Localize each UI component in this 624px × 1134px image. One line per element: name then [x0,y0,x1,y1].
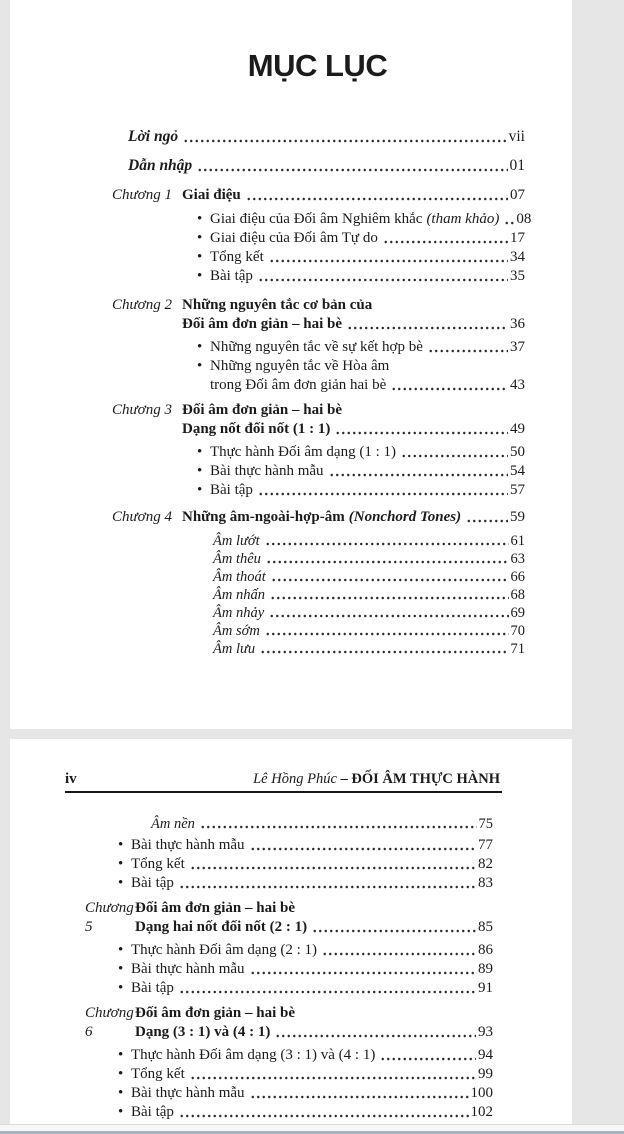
toc-entry [197,357,525,376]
page-1 [10,0,572,729]
bullet-marker: • [118,1047,124,1063]
toc-entry [197,267,525,286]
dot-leader [179,1103,469,1122]
entry-label: Bài tập [131,980,174,996]
bullet-list [85,941,493,998]
dot-leader [335,420,508,439]
dot-leader [250,960,476,979]
dot-leader [312,918,476,937]
book-title: – ĐỐI ÂM THỰC HÀNH [340,771,500,787]
bullet-marker: • [197,444,203,460]
toc-entry [213,550,525,568]
chapter-title: Đối âm đơn giản – hai bè [182,402,343,418]
toc-entry [197,248,525,267]
entry-label: Bài thực hành mẫu [210,463,324,479]
toc-entry [213,586,525,604]
page-number: 69 [510,605,525,621]
dot-leader [179,874,476,893]
page-number: 17 [510,230,525,246]
page-number: 63 [510,551,525,567]
page-number: 91 [478,980,493,996]
toc-entry [118,874,493,893]
chapter-entry [110,296,525,334]
window-bottom-edge [0,1124,624,1134]
toc-entry [118,1046,493,1065]
dot-leader [271,568,509,586]
dot-leader [266,550,509,568]
toc-entry [197,210,532,229]
page-number: 82 [478,856,493,872]
bullet-marker: • [197,463,203,479]
toc-entry [110,127,525,147]
entry-label: Âm lưu [213,641,256,657]
dot-leader [269,604,508,622]
page-number: 43 [510,377,525,393]
header-rule [65,791,502,793]
dot-leader [428,338,508,357]
page-number: 70 [510,623,525,639]
chapter-title: Những nguyên tắc cơ bản của [182,297,373,313]
bullet-marker: • [197,339,203,355]
entry-label: Thực hành Đối âm dạng (1 : 1) [210,444,396,460]
bullet-marker: • [118,961,124,977]
toc-entry [151,815,493,833]
toc-entry [213,532,525,550]
toc-entry [118,979,493,998]
chapter-title: Giai điệu [182,187,241,203]
page-number: 59 [510,509,525,525]
entry-label: Âm nhấn [213,587,265,603]
dot-leader [265,622,509,640]
bullet-marker: • [197,268,203,284]
toc-entry [118,1103,493,1122]
page-number: 57 [510,482,525,498]
bullet-marker: • [197,249,203,265]
entry-label: Thực hành Đối âm dạng (3 : 1) và (4 : 1) [131,1047,376,1063]
page-number: 49 [510,421,525,437]
bullet-marker: • [197,482,203,498]
entry-label: Bài thực hành mẫu [131,1085,245,1101]
page-number: 75 [478,816,493,832]
chapter-entry [85,899,493,937]
author-name: Lê Hồng Phúc [253,771,337,787]
dot-leader [179,979,476,998]
chapter-entry [110,508,525,527]
entry-label: Bài tập [131,1104,174,1120]
dot-leader [200,815,477,833]
entry-label: Âm thêu [213,551,261,567]
entry-label: Dẫn nhập [128,157,193,174]
toc-entry [213,568,525,586]
bullet-marker: • [118,980,124,996]
page-number: 71 [510,641,525,657]
dot-leader [275,1023,476,1042]
toc-entry [118,1065,493,1084]
folio-number: iv [65,771,77,787]
bullet-list [110,210,532,286]
entry-label: Lời ngỏ [128,128,179,145]
chapter-entry [85,1004,493,1042]
page-number: 94 [478,1047,493,1063]
page-number: 07 [510,187,525,203]
dot-leader [250,1084,469,1103]
bullet-list [85,1046,493,1122]
entry-label: Bài thực hành mẫu [131,961,245,977]
bullet-list [85,836,493,893]
entry-label: Tổng kết [131,1066,185,1082]
dot-leader [270,586,509,604]
dot-leader [466,508,508,527]
toc-page-1 [110,46,532,658]
page-number: 100 [470,1085,493,1101]
bullet-marker: • [197,230,203,246]
page-number: 86 [478,942,493,958]
chapter-label: Chương 6 [85,1005,134,1040]
bullet-marker: • [118,837,124,853]
dot-leader [246,186,508,205]
toc-entry [197,462,525,481]
chapter-title: Đối âm đơn giản – hai bè [135,1005,296,1021]
toc-entry [197,443,525,462]
toc-entry [213,640,525,658]
chapter-title: Dạng nốt đối nốt (1 : 1) [182,421,331,437]
page-number: 102 [470,1104,493,1120]
toc-entry [197,338,525,357]
entry-label: Giai điệu của Đối âm Tự do [210,230,378,246]
toc-entry [118,1084,493,1103]
entry-label: Giai điệu của Đối âm Nghiêm khắc [210,211,423,227]
dot-leader [383,229,508,248]
dot-leader [391,376,508,395]
toc-entry [213,604,525,622]
dot-leader [260,640,508,658]
dot-leader [504,210,514,229]
toc-entry [197,229,525,248]
dot-leader [258,481,508,500]
dot-leader [197,156,507,176]
dot-leader [269,248,508,267]
page-number: 54 [510,463,525,479]
bullet-list [110,338,525,395]
chapter-title: Dạng hai nốt đối nốt (2 : 1) [135,919,308,935]
chapter-title-italic: (Nonchord Tones) [348,509,462,525]
bullet-list [110,443,525,500]
entry-label: Thực hành Đối âm dạng (2 : 1) [131,942,317,958]
entry-label: Tổng kết [131,856,185,872]
dot-leader [265,532,509,550]
chapter-entry [110,186,525,205]
dot-leader [329,462,508,481]
entry-label: Âm lướt [213,533,260,549]
toc-entry [118,855,493,874]
page-number: 93 [478,1024,493,1040]
dot-leader [322,941,476,960]
bullet-marker: • [118,1085,124,1101]
dot-leader [250,836,476,855]
entry-label: Những nguyên tắc về Hòa âm [210,358,390,374]
entry-label: Âm thoát [213,569,266,585]
page-number: 01 [509,157,525,174]
page-number: vii [508,128,525,145]
bullet-marker: • [197,358,203,374]
chapter-entry [110,401,525,439]
entry-label: Những nguyên tắc về sự kết hợp bè [210,339,423,355]
bullet-marker: • [197,211,203,227]
chapter-label: Chương 1 [112,187,172,203]
chapter-title: Những âm-ngoài-hợp-âm [182,509,345,525]
entry-label: Tổng kết [210,249,264,265]
toc-page-2 [85,815,493,1122]
page-number: 34 [510,249,525,265]
dot-leader [190,1065,476,1084]
entry-label-italic: (tham khảo) [426,211,500,227]
chapter-label: Chương 4 [112,509,172,525]
page-number: 66 [510,569,525,585]
bullet-marker: • [118,1066,124,1082]
running-header [65,770,500,788]
bullet-marker: • [118,1104,124,1120]
sub-list [110,532,525,658]
chapter-title: Dạng (3 : 1) và (4 : 1) [135,1024,271,1040]
toc-entry [213,622,525,640]
page-number: 50 [510,444,525,460]
toc-entry [118,941,493,960]
dot-leader [401,443,508,462]
page-number: 89 [478,961,493,977]
entry-label: Bài tập [210,482,253,498]
bullet-marker: • [118,875,124,891]
page-number: 36 [510,316,525,332]
page-number: 08 [516,211,532,227]
entry-label: Bài tập [210,268,253,284]
dot-leader [190,855,476,874]
page-number: 61 [510,533,525,549]
page-number: 68 [510,587,525,603]
bullet-marker: • [118,856,124,872]
page-number: 83 [478,875,493,891]
page-number: 99 [478,1066,493,1082]
dot-leader [347,315,508,334]
dot-leader [380,1046,476,1065]
chapter-label: Chương 5 [85,900,134,935]
page-number: 77 [478,837,493,853]
toc-entry [197,481,525,500]
page-2 [10,739,572,1124]
page-number: 35 [510,268,525,284]
page-number: 37 [510,339,525,355]
entry-label: Âm nhảy [213,605,265,621]
chapter-label: Chương 3 [112,402,172,418]
entry-label: Bài thực hành mẫu [131,837,245,853]
toc-entry [118,960,493,979]
chapter-title: Đối âm đơn giản – hai bè [182,316,343,332]
entry-label: Âm nền [151,816,195,832]
page-number: 85 [478,919,493,935]
dot-leader [258,267,508,286]
entry-label: Bài tập [131,875,174,891]
running-title [253,770,500,788]
chapter-label: Chương 2 [112,297,172,313]
chapter-title: Đối âm đơn giản – hai bè [135,900,296,916]
toc-entry [118,836,493,855]
bullet-marker: • [118,942,124,958]
entry-label: trong Đối âm đơn giản hai bè [210,377,387,393]
toc-entry [110,156,525,176]
page-title: MỤC LỤC [247,48,388,83]
toc-entry [210,376,525,395]
entry-label: Âm sớm [213,623,260,639]
dot-leader [183,127,507,147]
